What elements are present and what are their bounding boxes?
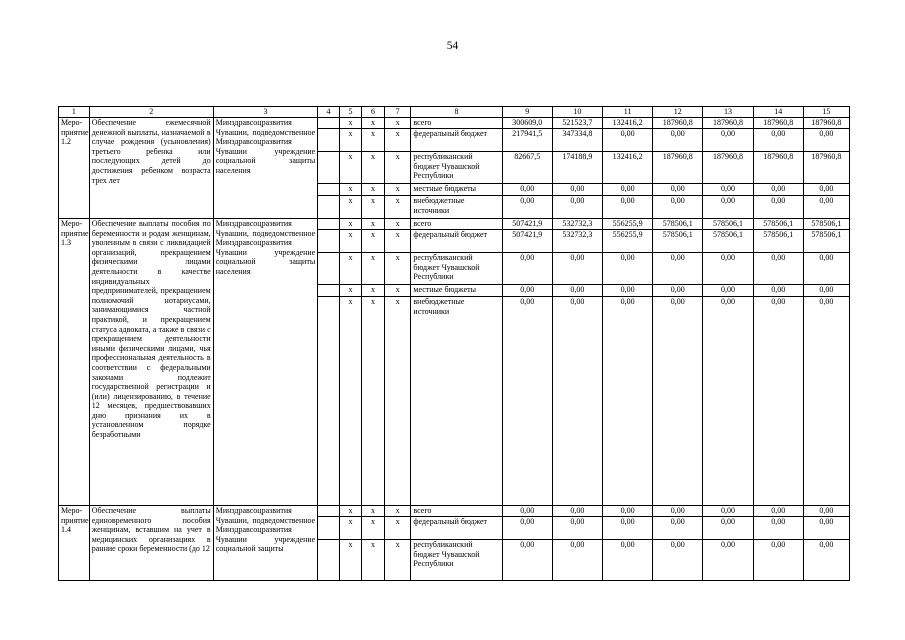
value-cell: 0,00 xyxy=(753,540,803,581)
header-cell: 9 xyxy=(502,107,552,118)
funding-source-cell: всего xyxy=(411,219,502,230)
value-cell: 532732,3 xyxy=(552,219,602,230)
col-5-cell: x xyxy=(339,184,362,196)
col-6-cell: x xyxy=(362,184,385,196)
col-4-cell xyxy=(318,253,340,285)
value-cell: 0,00 xyxy=(552,196,602,219)
value-cell: 0,00 xyxy=(703,506,753,517)
header-cell: 6 xyxy=(362,107,385,118)
col-5-cell: x xyxy=(339,253,362,285)
header-cell: 15 xyxy=(803,107,849,118)
budget-table xyxy=(58,106,850,581)
value-cell: 0,00 xyxy=(703,184,753,196)
funding-source-cell: республиканский бюджет Чувашской Республики xyxy=(411,540,502,581)
col-6-cell: x xyxy=(362,118,385,129)
value-cell: 0,00 xyxy=(552,253,602,285)
col-5-cell: x xyxy=(339,297,362,506)
table-row xyxy=(59,118,850,129)
value-cell: 0,00 xyxy=(653,184,703,196)
value-cell: 0,00 xyxy=(803,540,849,581)
col-6-cell: x xyxy=(362,196,385,219)
value-cell: 0,00 xyxy=(552,540,602,581)
value-cell: 0,00 xyxy=(803,506,849,517)
col-4-cell xyxy=(318,297,340,506)
funding-source-cell: федеральный бюджет xyxy=(411,517,502,540)
col-4-cell xyxy=(318,517,340,540)
value-cell: 0,00 xyxy=(603,506,653,517)
col-6-cell: x xyxy=(362,219,385,230)
funding-source-cell: местные бюджеты xyxy=(411,285,502,297)
value-cell: 0,00 xyxy=(502,196,552,219)
value-cell: 0,00 xyxy=(753,253,803,285)
col-7-cell: x xyxy=(384,540,411,581)
col-6-cell: x xyxy=(362,253,385,285)
value-cell: 0,00 xyxy=(653,517,703,540)
value-cell: 0,00 xyxy=(502,540,552,581)
value-cell: 0,00 xyxy=(552,506,602,517)
value-cell: 0,00 xyxy=(653,506,703,517)
value-cell: 187960,8 xyxy=(703,152,753,184)
header-row xyxy=(59,107,850,118)
value-cell: 0,00 xyxy=(603,253,653,285)
col-4-cell xyxy=(318,540,340,581)
value-cell: 507421,9 xyxy=(502,230,552,253)
col-4-cell xyxy=(318,152,340,184)
value-cell: 187960,8 xyxy=(753,118,803,129)
header-cell: 1 xyxy=(59,107,90,118)
measure-id-cell: Меро-приятие 1.3 xyxy=(59,219,90,506)
col-6-cell: x xyxy=(362,517,385,540)
value-cell: 0,00 xyxy=(603,540,653,581)
col-6-cell: x xyxy=(362,285,385,297)
col-5-cell: x xyxy=(339,540,362,581)
value-cell: 578506,1 xyxy=(703,219,753,230)
value-cell: 578506,1 xyxy=(803,230,849,253)
header-cell: 2 xyxy=(89,107,213,118)
value-cell: 0,00 xyxy=(803,129,849,152)
value-cell: 0,00 xyxy=(803,184,849,196)
measure-description-cell: Обеспечение ежемесячной денежной выплаты, назначаемой в случае рождения (усыновления) третьего ребенка или последующих детей до достижения ребенком возраста трех лет xyxy=(89,118,213,219)
col-4-cell xyxy=(318,118,340,129)
value-cell: 187960,8 xyxy=(753,152,803,184)
value-cell: 0,00 xyxy=(653,285,703,297)
value-cell: 0,00 xyxy=(753,285,803,297)
value-cell: 0,00 xyxy=(753,517,803,540)
col-7-cell: x xyxy=(384,219,411,230)
col-7-cell: x xyxy=(384,506,411,517)
header-cell: 11 xyxy=(603,107,653,118)
value-cell: 0,00 xyxy=(803,297,849,506)
value-cell: 132416,2 xyxy=(603,118,653,129)
col-4-cell xyxy=(318,285,340,297)
value-cell: 0,00 xyxy=(552,517,602,540)
value-cell: 556255,9 xyxy=(603,219,653,230)
col-7-cell: x xyxy=(384,129,411,152)
col-5-cell: x xyxy=(339,118,362,129)
value-cell: 0,00 xyxy=(703,517,753,540)
value-cell: 0,00 xyxy=(703,129,753,152)
funding-source-cell: республиканский бюджет Чувашской Республики xyxy=(411,253,502,285)
col-5-cell: x xyxy=(339,196,362,219)
value-cell: 0,00 xyxy=(753,129,803,152)
value-cell: 0,00 xyxy=(502,506,552,517)
value-cell: 578506,1 xyxy=(753,230,803,253)
value-cell: 0,00 xyxy=(753,196,803,219)
value-cell: 578506,1 xyxy=(753,219,803,230)
value-cell: 347334,8 xyxy=(552,129,602,152)
col-6-cell: x xyxy=(362,297,385,506)
col-5-cell: x xyxy=(339,506,362,517)
col-4-cell xyxy=(318,196,340,219)
header-cell: 13 xyxy=(703,107,753,118)
col-7-cell: x xyxy=(384,184,411,196)
value-cell: 0,00 xyxy=(603,196,653,219)
value-cell: 0,00 xyxy=(703,285,753,297)
col-6-cell: x xyxy=(362,506,385,517)
col-4-cell xyxy=(318,129,340,152)
header-cell: 3 xyxy=(213,107,318,118)
header-cell: 8 xyxy=(411,107,502,118)
measure-responsible-cell: Минздравсоцразвития Чувашии, подведомственное Минздравсоцразвития Чувашии учреждение социальной защиты населения xyxy=(213,118,318,219)
col-7-cell: x xyxy=(384,118,411,129)
value-cell: 0,00 xyxy=(703,196,753,219)
col-7-cell: x xyxy=(384,152,411,184)
measure-description-cell: Обеспечение выплаты единовременного пособия женщинам, вставшим на учет в медицинских организациях в ранние сроки беременности (до 12 xyxy=(89,506,213,581)
col-7-cell: x xyxy=(384,253,411,285)
funding-source-cell: федеральный бюджет xyxy=(411,230,502,253)
header-cell: 14 xyxy=(753,107,803,118)
value-cell: 556255,9 xyxy=(603,230,653,253)
value-cell: 187960,8 xyxy=(703,118,753,129)
value-cell: 507421,9 xyxy=(502,219,552,230)
funding-source-cell: всего xyxy=(411,506,502,517)
col-5-cell: x xyxy=(339,219,362,230)
value-cell: 0,00 xyxy=(603,297,653,506)
value-cell: 0,00 xyxy=(753,506,803,517)
value-cell: 0,00 xyxy=(653,129,703,152)
col-6-cell: x xyxy=(362,129,385,152)
measure-description-cell: Обеспечение выплаты пособия по беременности и родам женщинам, уволенным в связи с ликвидацией организаций, прекращением физическими лицами деятельности в качестве индивидуальных предпринимателей, прекращением полномочий нотариусами, занимающимися частной практикой, и прекращением статуса адвоката, а также в связи с прекращением деятельности иными физическими лицами, чья профессиональная деятельность в соответствии с федеральными законами подлежит государственной регистрации и (или) лицензированию, в течение 12 месяцев, предшествовавших дню признания их в установленном порядке безработными xyxy=(89,219,213,506)
col-7-cell: x xyxy=(384,196,411,219)
value-cell: 0,00 xyxy=(502,253,552,285)
value-cell: 0,00 xyxy=(502,297,552,506)
col-5-cell: x xyxy=(339,152,362,184)
col-7-cell: x xyxy=(384,517,411,540)
value-cell: 132416,2 xyxy=(603,152,653,184)
value-cell: 0,00 xyxy=(753,184,803,196)
value-cell: 174188,9 xyxy=(552,152,602,184)
value-cell: 82667,5 xyxy=(502,152,552,184)
col-5-cell: x xyxy=(339,517,362,540)
col-4-cell xyxy=(318,506,340,517)
funding-source-cell: внебюджетные источники xyxy=(411,196,502,219)
value-cell: 0,00 xyxy=(552,297,602,506)
value-cell: 578506,1 xyxy=(653,230,703,253)
col-5-cell: x xyxy=(339,230,362,253)
value-cell: 187960,8 xyxy=(653,118,703,129)
value-cell: 0,00 xyxy=(603,517,653,540)
value-cell: 532732,3 xyxy=(552,230,602,253)
value-cell: 187960,8 xyxy=(803,118,849,129)
header-cell: 7 xyxy=(384,107,411,118)
header-cell: 12 xyxy=(653,107,703,118)
header-cell: 5 xyxy=(339,107,362,118)
value-cell: 0,00 xyxy=(803,253,849,285)
value-cell: 0,00 xyxy=(502,517,552,540)
table-row xyxy=(59,219,850,230)
value-cell: 0,00 xyxy=(703,297,753,506)
value-cell: 0,00 xyxy=(653,540,703,581)
value-cell: 0,00 xyxy=(603,129,653,152)
col-4-cell xyxy=(318,219,340,230)
measure-responsible-cell: Минздравсоцразвития Чувашии, подведомственное Минздравсоцразвития Чувашии учреждение социальной защиты населения xyxy=(213,219,318,506)
value-cell: 578506,1 xyxy=(653,219,703,230)
col-7-cell: x xyxy=(384,297,411,506)
funding-source-cell: всего xyxy=(411,118,502,129)
value-cell: 187960,8 xyxy=(653,152,703,184)
value-cell: 0,00 xyxy=(803,285,849,297)
value-cell: 0,00 xyxy=(502,285,552,297)
header-cell: 10 xyxy=(552,107,602,118)
col-7-cell: x xyxy=(384,230,411,253)
header-cell: 4 xyxy=(318,107,340,118)
col-5-cell: x xyxy=(339,129,362,152)
col-6-cell: x xyxy=(362,152,385,184)
measure-id-cell: Меро-приятие 1.2 xyxy=(59,118,90,219)
funding-source-cell: местные бюджеты xyxy=(411,184,502,196)
value-cell: 0,00 xyxy=(502,184,552,196)
funding-source-cell: внебюджетные источники xyxy=(411,297,502,506)
funding-source-cell: республиканский бюджет Чувашской Республики xyxy=(411,152,502,184)
page-number: 54 xyxy=(446,40,459,52)
value-cell: 0,00 xyxy=(703,253,753,285)
col-4-cell xyxy=(318,184,340,196)
value-cell: 0,00 xyxy=(653,297,703,506)
table-row xyxy=(59,506,850,517)
value-cell: 0,00 xyxy=(803,196,849,219)
value-cell: 187960,8 xyxy=(803,152,849,184)
value-cell: 0,00 xyxy=(703,540,753,581)
value-cell: 0,00 xyxy=(603,184,653,196)
value-cell: 521523,7 xyxy=(552,118,602,129)
value-cell: 578506,1 xyxy=(703,230,753,253)
value-cell: 0,00 xyxy=(603,285,653,297)
value-cell: 300609,0 xyxy=(502,118,552,129)
funding-source-cell: федеральный бюджет xyxy=(411,129,502,152)
value-cell: 0,00 xyxy=(803,517,849,540)
value-cell: 0,00 xyxy=(653,196,703,219)
value-cell: 0,00 xyxy=(653,253,703,285)
col-7-cell: x xyxy=(384,285,411,297)
value-cell: 0,00 xyxy=(552,285,602,297)
value-cell: 0,00 xyxy=(552,184,602,196)
measure-responsible-cell: Минздравсоцразвития Чувашии, подведомственное Минздравсоцразвития Чувашии учреждение социальной защиты xyxy=(213,506,318,581)
col-4-cell xyxy=(318,230,340,253)
value-cell: 217941,5 xyxy=(502,129,552,152)
value-cell: 0,00 xyxy=(753,297,803,506)
measure-id-cell: Меро-приятие 1.4 xyxy=(59,506,90,581)
col-5-cell: x xyxy=(339,285,362,297)
value-cell: 578506,1 xyxy=(803,219,849,230)
col-6-cell: x xyxy=(362,540,385,581)
col-6-cell: x xyxy=(362,230,385,253)
